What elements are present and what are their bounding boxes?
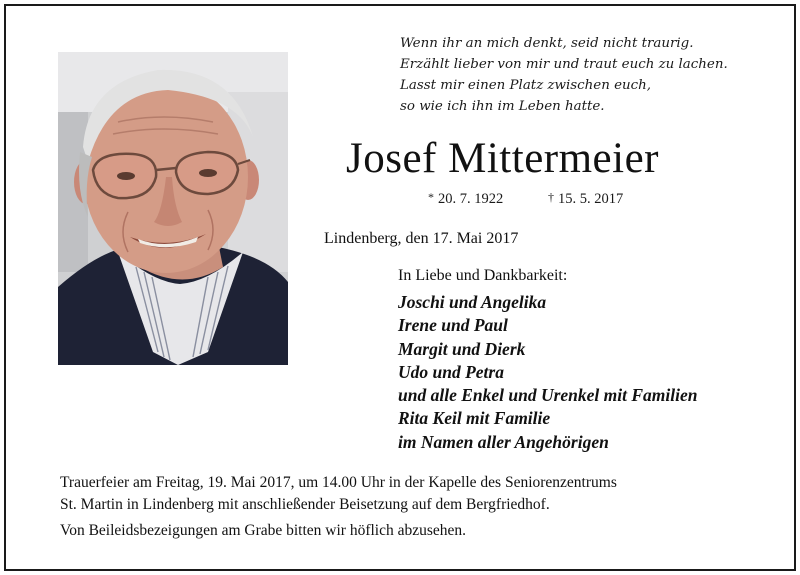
birth-date xyxy=(428,190,503,208)
funeral-service-info xyxy=(60,472,780,515)
mourner-entry: Margit und Dierk xyxy=(398,338,526,359)
portrait-photo xyxy=(58,52,288,365)
death-date xyxy=(548,190,623,208)
poem-line: Lasst mir einen Platz zwischen euch, xyxy=(400,78,652,93)
mourners-list xyxy=(398,291,778,454)
poem-line: Wenn ihr an mich denkt, seid nicht traurig. xyxy=(400,36,694,51)
deceased-name: Josef Mittermeier xyxy=(346,135,659,182)
mourner-entry: im Namen aller Angehörigen xyxy=(398,431,609,452)
mourner-entry: Udo und Petra xyxy=(398,361,504,382)
birth-star-icon: * xyxy=(428,190,434,204)
death-cross-icon: † xyxy=(548,190,554,204)
service-line: Trauerfeier am Freitag, 19. Mai 2017, um 14.00 Uhr in der Kapelle des Seniorenzentrums xyxy=(60,474,617,491)
poem-line: Erzählt lieber von mir und traut euch zu lachen. xyxy=(400,57,728,72)
service-line: St. Martin in Lindenberg mit anschließender Beisetzung auf dem Bergfriedhof. xyxy=(60,495,550,513)
mourner-entry: Joschi und Angelika xyxy=(398,292,547,312)
thanks-heading: In Liebe und Dankbarkeit: xyxy=(398,267,568,284)
birth-date-value: 20. 7. 1922 xyxy=(438,191,504,207)
death-date-value: 15. 5. 2017 xyxy=(558,191,624,207)
place-and-date: Lindenberg, den 17. Mai 2017 xyxy=(324,230,519,247)
poem-line: so wie ich ihn im Leben hatte. xyxy=(400,99,605,114)
mourner-entry: Rita Keil mit Familie xyxy=(398,408,551,429)
mourner-entry: und alle Enkel und Urenkel mit Familien xyxy=(398,385,698,406)
poem-verse xyxy=(400,33,780,117)
mourner-entry: Irene und Paul xyxy=(398,315,508,336)
condolence-note: Von Beileidsbezeigungen am Grabe bitten wir höflich abzusehen. xyxy=(60,522,467,539)
